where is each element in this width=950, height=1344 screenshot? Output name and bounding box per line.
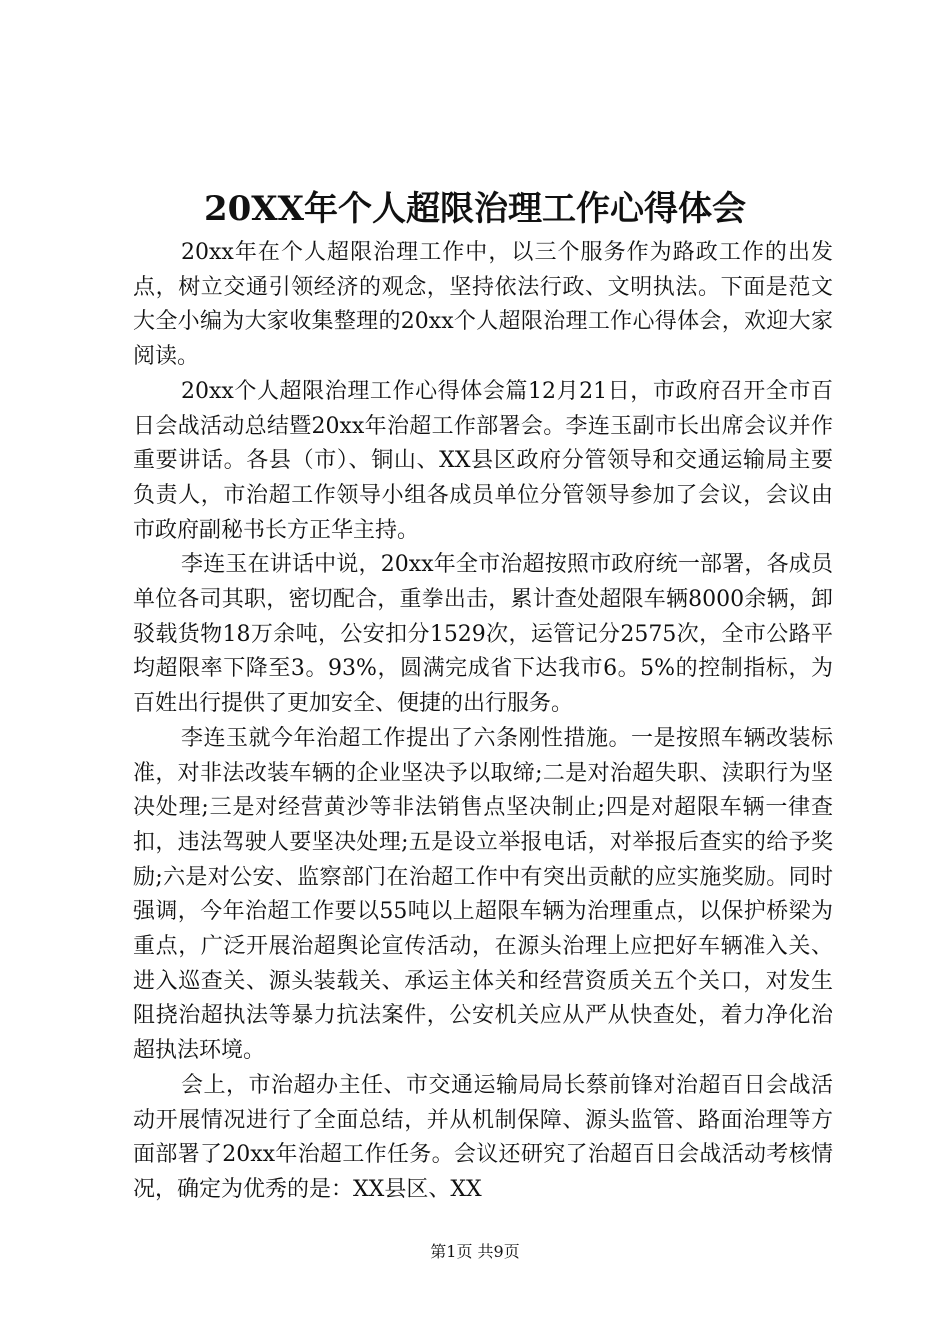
paragraph-meeting: 20xx个人超限治理工作心得体会篇12月21日，市政府召开全市百日会战活动总结暨20xx年治超工作部署会。李连玉副市长出席会议并作重要讲话。各县（市）、铜山、XX县区政府分管领导和交通运输局主要负责人，市治超工作领导小组各成员单位分管领导参加了会议，会议由市政府副秘书长方正华主持。: [133, 378, 833, 543]
paragraph-speech: 李连玉在讲话中说，20xx年全市治超按照市政府统一部署，各成员单位各司其职，密切配合，重拳出击，累计查处超限车辆8000余辆，卸驳载货物18万余吨，公安扣分1529次，运管记分2575次，全市公路平均超限率下降至3。93%，圆满完成省下达我市6。5%的控制指标，为百姓出行提供了更加安全、便捷的出行服务。: [133, 552, 833, 717]
paragraph-summary: 会上，市治超办主任、市交通运输局局长蔡前锋对治超百日会战活动开展情况进行了全面总结，并从机制保障、源头监管、路面治理等方面部署了20xx年治超工作任务。会议还研究了治超百日会战活动考核情况，确定为优秀的是：XX县区、XX: [133, 1072, 833, 1202]
page-footer: 第1页 共9页: [430, 1242, 520, 1261]
document-title: 20XX年个人超限治理工作心得体会: [203, 189, 747, 229]
document-body: [133, 236, 833, 1208]
paragraph-intro: 20xx年在个人超限治理工作中，以三个服务作为路政工作的出发点，树立交通引领经济的观念，坚持依法行政、文明执法。下面是范文大全小编为大家收集整理的20xx个人超限治理工作心得体会，欢迎大家阅读。: [133, 240, 833, 370]
paragraph-measures: 李连玉就今年治超工作提出了六条刚性措施。一是按照车辆改装标准，对非法改装车辆的企业坚决予以取缔;二是对治超失职、渎职行为坚决处理;三是对经营黄沙等非法销售点坚决制止;四是对超限车辆一律查扣，违法驾驶人要坚决处理;五是设立举报电话，对举报后查实的给予奖励;六是对公安、监察部门在治超工作中有突出贡献的应实施奖励。同时强调，今年治超工作要以55吨以上超限车辆为治理重点，以保护桥梁为重点，广泛开展治超舆论宣传活动，在源头治理上应把好车辆准入关、进入巡查关、源头装载关、承运主体关和经营资质关五个关口，对发生阻挠治超执法等暴力抗法案件，公安机关应从严从快查处，着力净化治超执法环境。: [133, 725, 833, 1064]
